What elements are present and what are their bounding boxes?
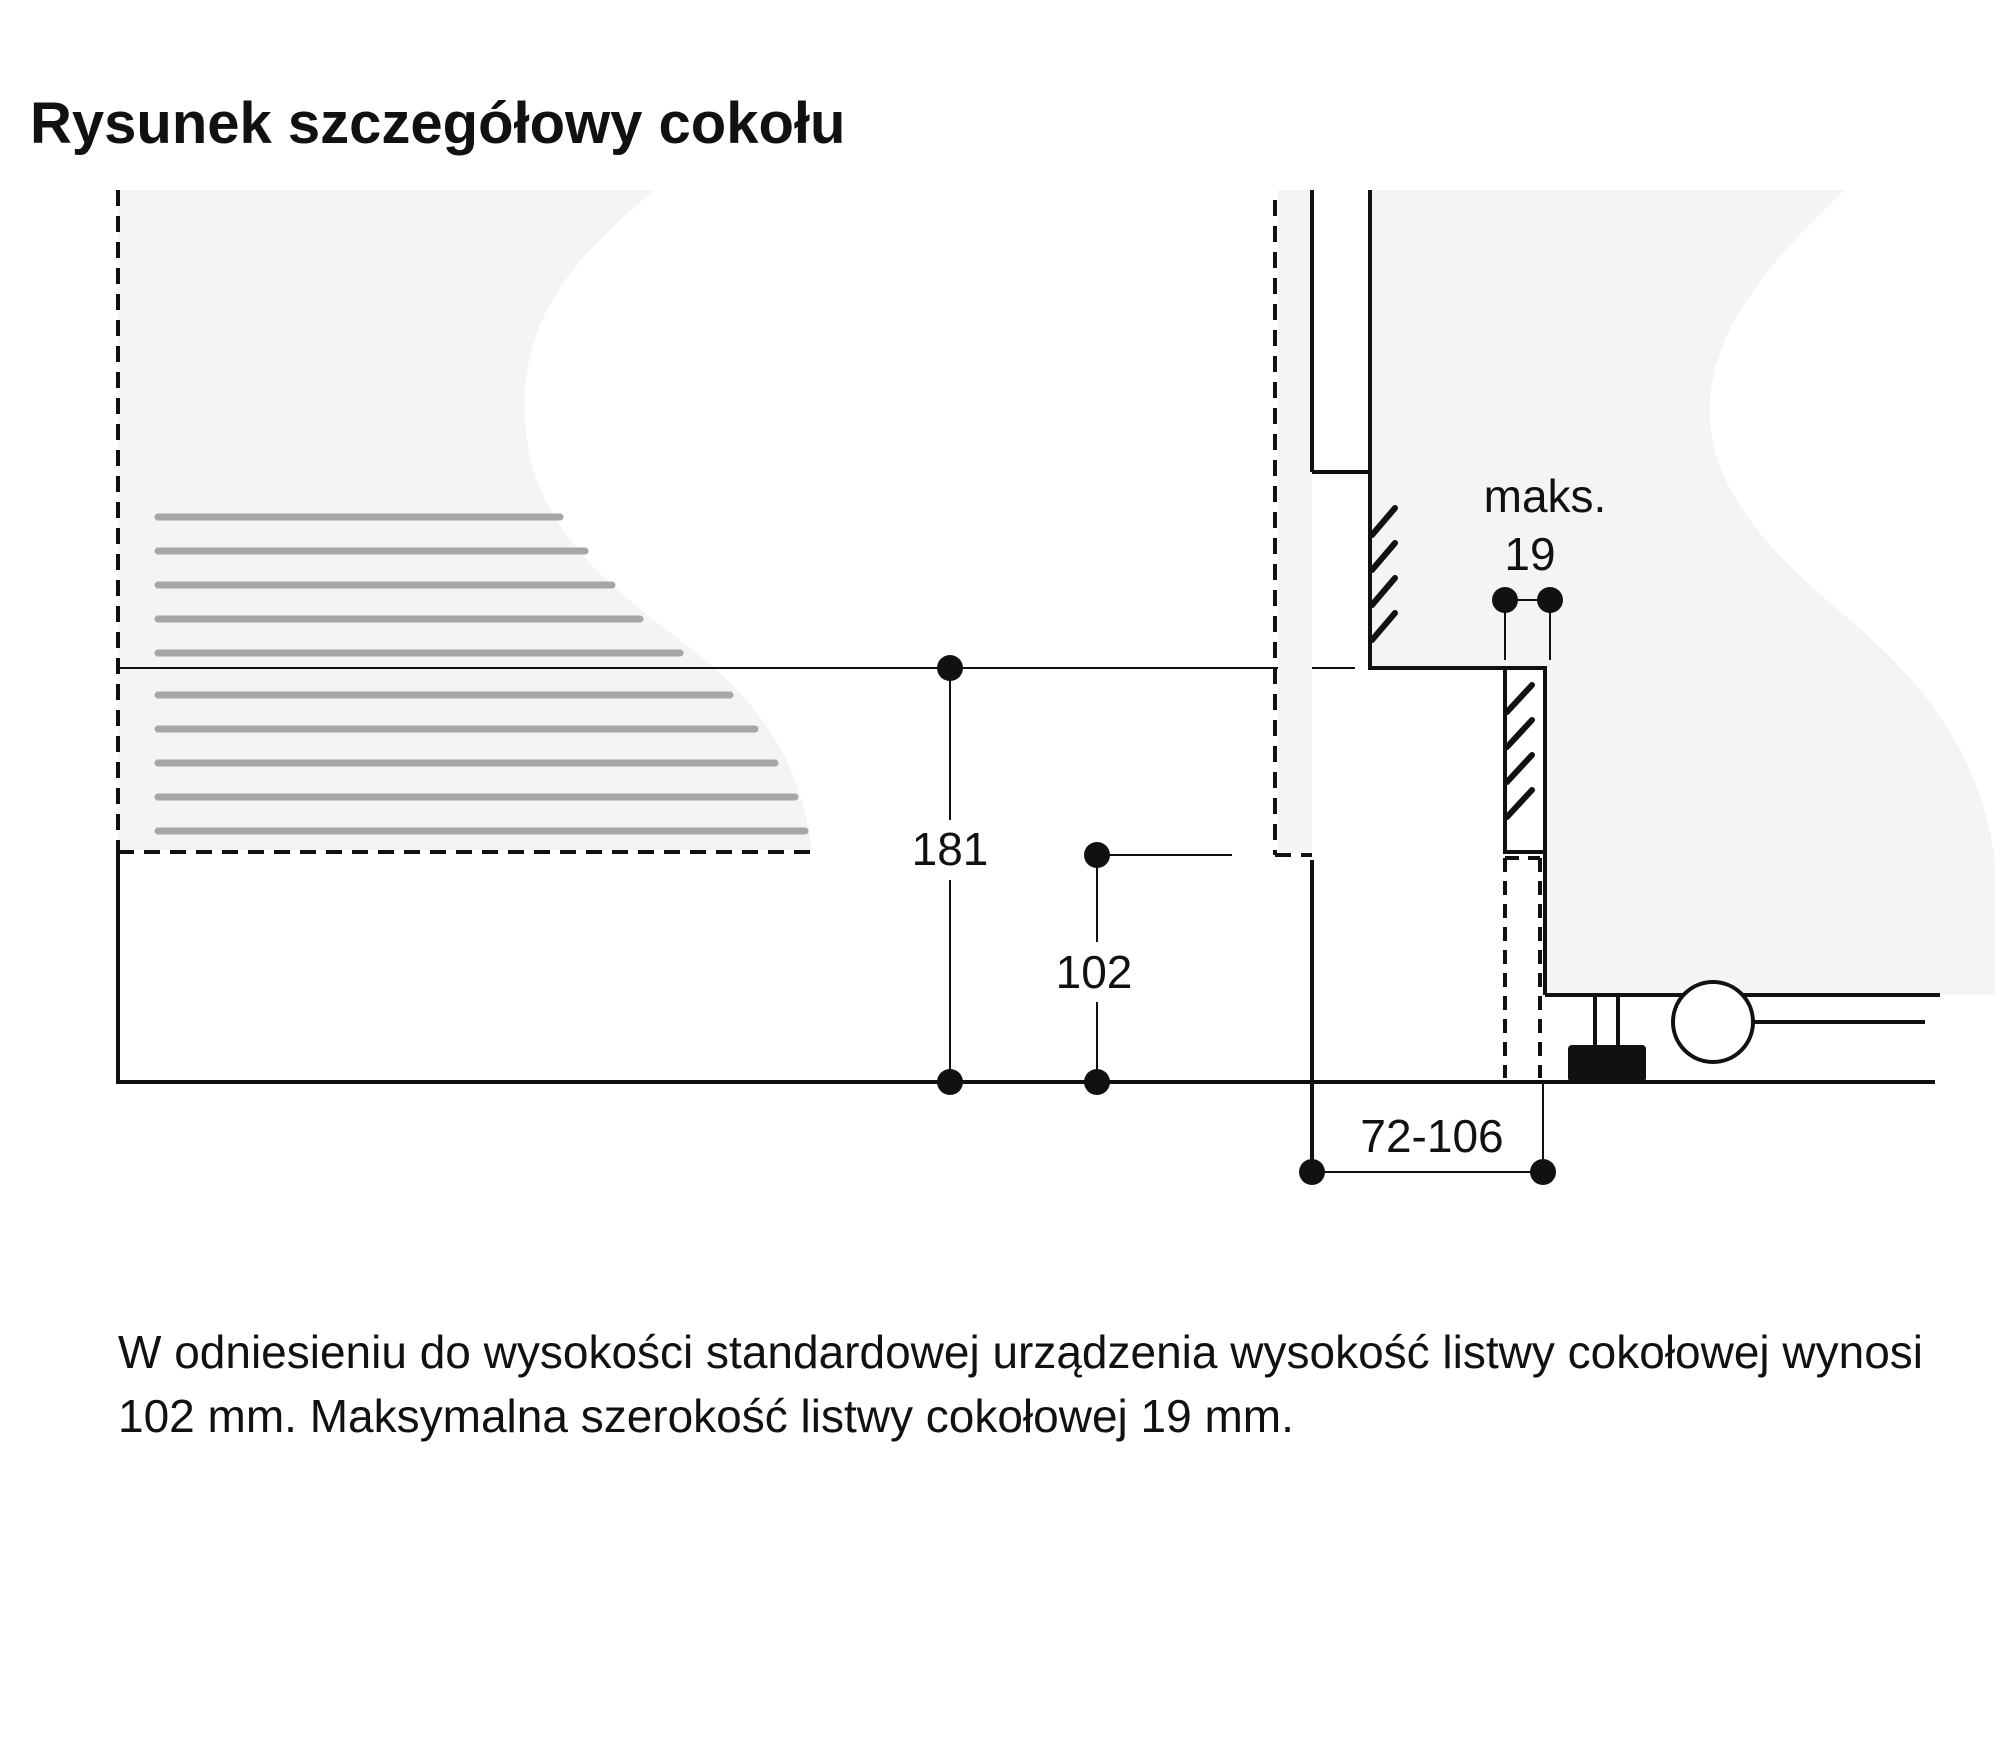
appliance-foot (1568, 1045, 1646, 1082)
hatching-lower (1507, 685, 1532, 817)
plinth-strip (1505, 858, 1540, 1078)
right-appliance-shape (1372, 190, 1995, 995)
dimension-19-label: 19 (1504, 528, 1556, 580)
dimension-maks-label: maks. (1483, 470, 1607, 522)
caption-text: W odniesieniu do wysokości standardowej urządzenia wysokość listwy cokołowej wynosi 102 mm. Maksymalna szerokość listwy cokołowej 19 mm. (118, 1326, 1924, 1442)
page-title: Rysunek szczegółowy cokołu (30, 91, 846, 156)
door-strip-fill (1278, 190, 1312, 852)
wheel-icon (1673, 982, 1753, 1062)
foot-stem (1595, 995, 1618, 1045)
dimension-72-106-label: 72-106 (1360, 1110, 1504, 1162)
dimension-181-label: 181 (911, 823, 989, 875)
dimension-102-label: 102 (1055, 946, 1133, 998)
